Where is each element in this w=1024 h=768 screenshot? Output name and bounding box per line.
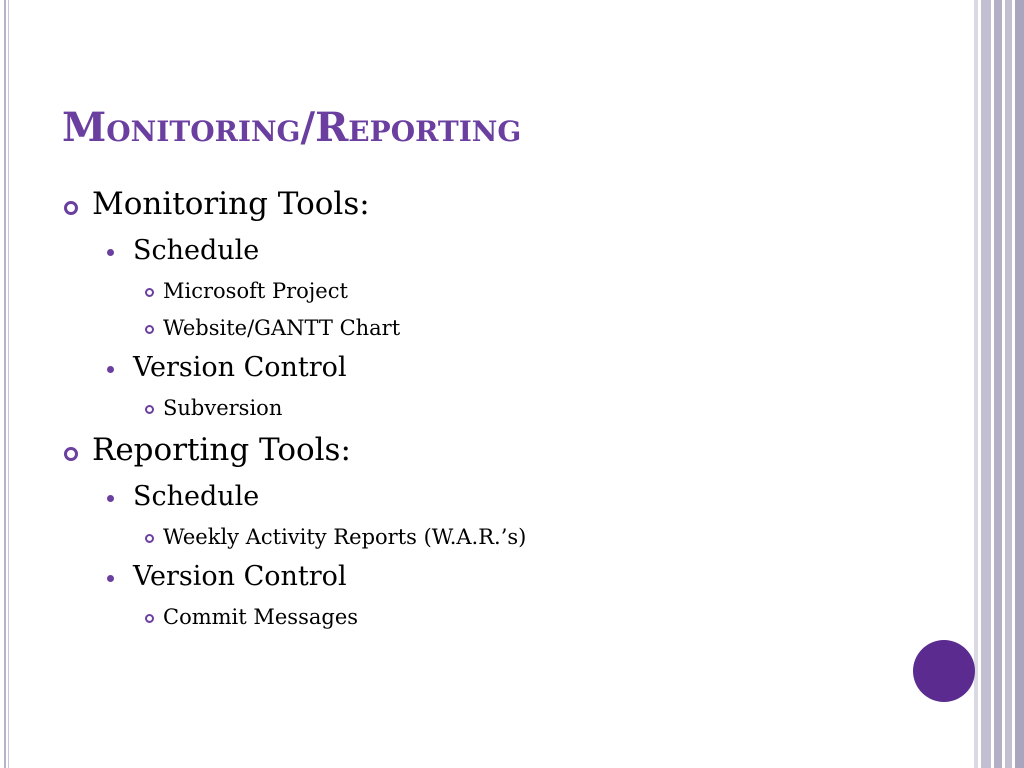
stripe [1015, 0, 1024, 768]
right-decorative-stripes [974, 0, 1024, 768]
level3-bullet-icon [145, 405, 154, 414]
level3-bullet-icon [145, 325, 154, 334]
left-border-line [4, 0, 6, 768]
subitem-label: Commit Messages [163, 605, 359, 629]
item-label: Schedule [133, 481, 260, 512]
subitem-label: Microsoft Project [163, 279, 348, 303]
left-border-line-inner [8, 0, 9, 768]
level1-bullet-icon [64, 447, 78, 461]
level3-bullet-icon [145, 288, 154, 297]
level3-bullet-icon [145, 534, 154, 543]
section-label: Monitoring Tools: [92, 186, 370, 222]
level2-bullet-icon [107, 249, 114, 256]
level3-bullet-icon [145, 614, 154, 623]
subitem-label: Subversion [163, 396, 283, 420]
decorative-circle [913, 640, 975, 702]
stripe [1005, 0, 1012, 768]
level2-bullet-icon [107, 575, 114, 582]
level2-bullet-icon [107, 366, 114, 373]
item-label: Schedule [133, 235, 260, 266]
stripe [994, 0, 1002, 768]
item-label: Version Control [133, 561, 347, 592]
item-label: Version Control [133, 352, 347, 383]
stripe [981, 0, 991, 768]
level1-bullet-icon [64, 201, 78, 215]
subitem-label: Weekly Activity Reports (W.A.R.’s) [163, 525, 527, 549]
section-label: Reporting Tools: [92, 432, 351, 468]
level2-bullet-icon [107, 495, 114, 502]
subitem-label: Website/GANTT Chart [163, 316, 401, 340]
slide-title: Monitoring/Reporting [62, 104, 522, 151]
